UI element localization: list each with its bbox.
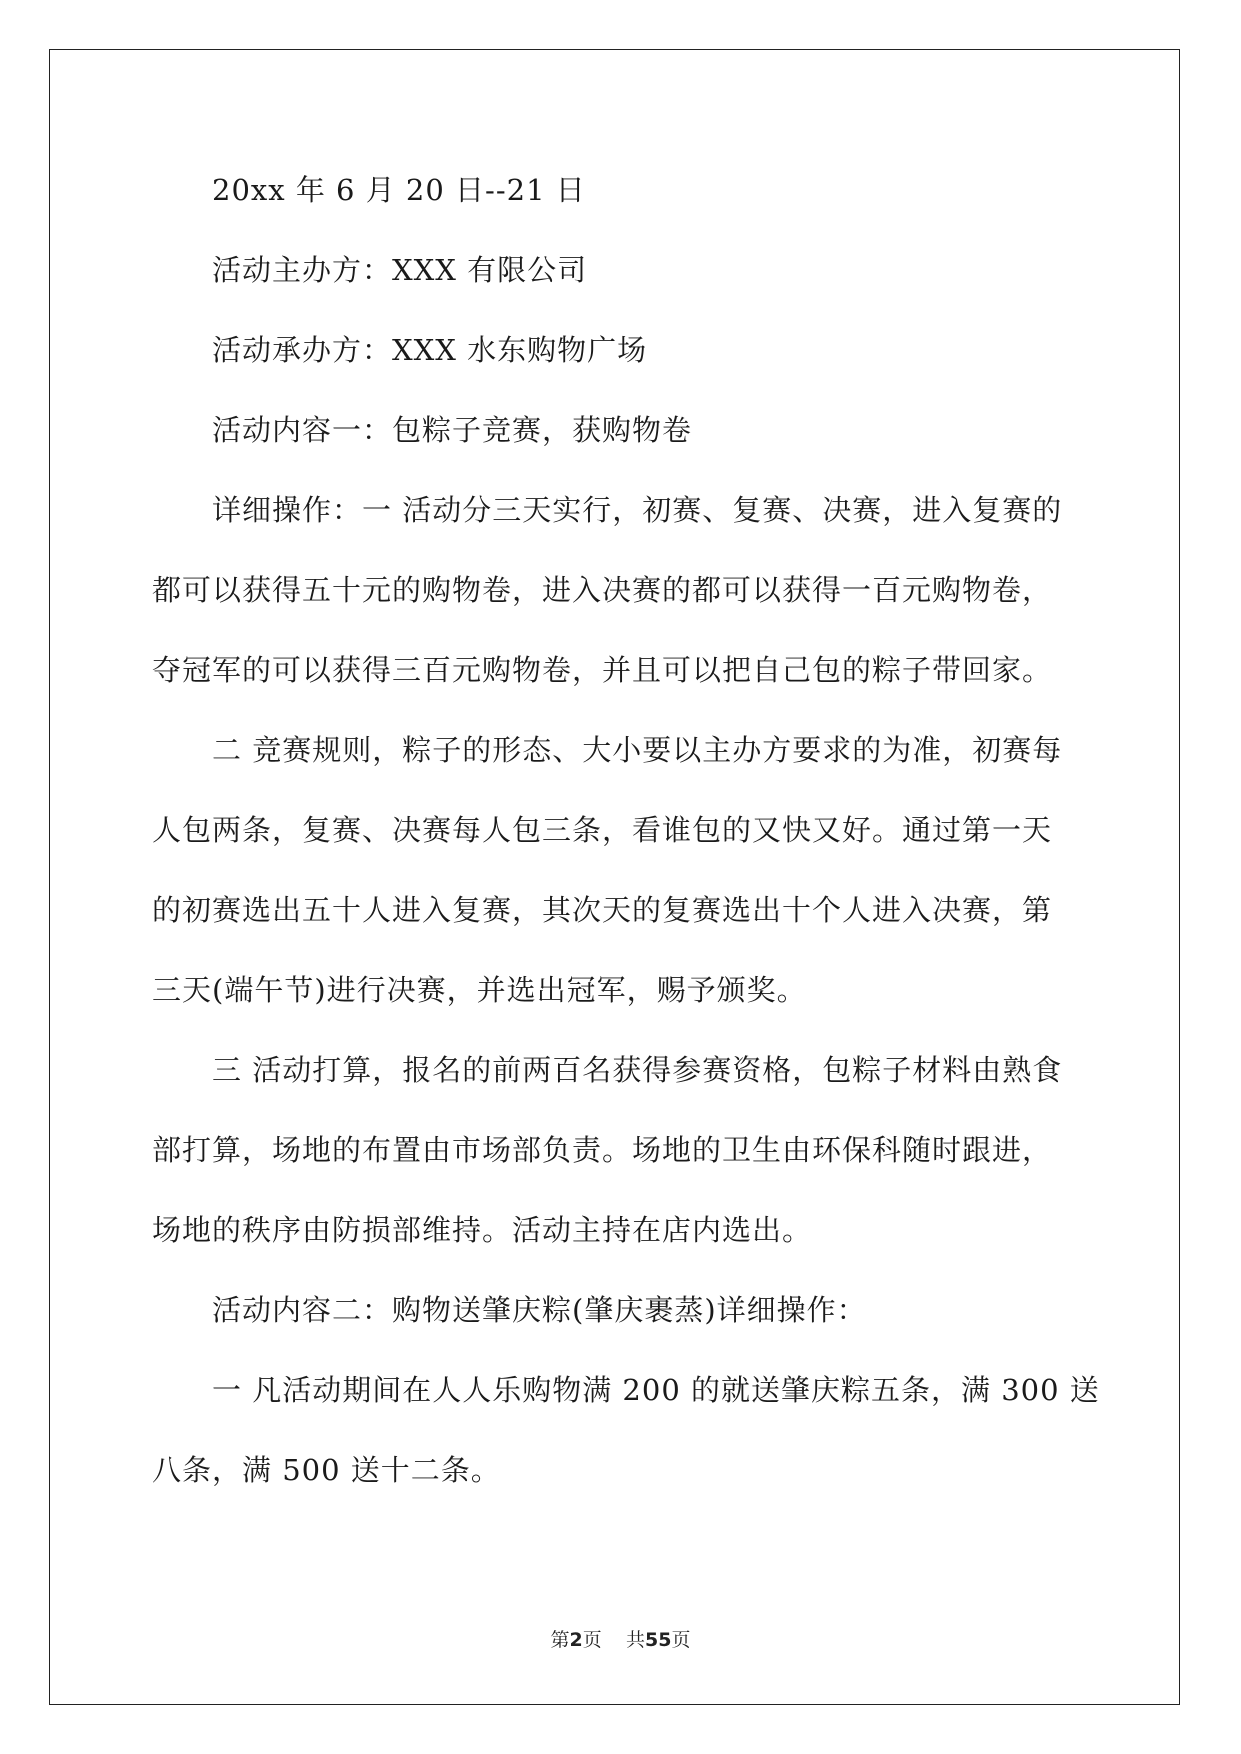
paragraph-line: 场地的秩序由防损部维持。活动主持在店内选出。 — [152, 1213, 813, 1247]
page-footer — [0, 1625, 1241, 1652]
organizer-line: 活动主办方：XXX 有限公司 — [212, 253, 588, 287]
co-organizer-line: 活动承办方：XXX 水东购物广场 — [212, 333, 648, 367]
paragraph-line: 八条，满 500 送十二条。 — [152, 1453, 501, 1487]
page-number: 2 — [569, 1629, 583, 1651]
total-prefix: 共 — [625, 1629, 645, 1651]
paragraph-line: 一 凡活动期间在人人乐购物满 200 的就送肇庆粽五条，满 300 送 — [212, 1373, 1100, 1407]
paragraph-line: 三 活动打算，报名的前两百名获得参赛资格，包粽子材料由熟食 — [212, 1053, 1063, 1087]
paragraph-line: 部打算，场地的布置由市场部负责。场地的卫生由环保科随时跟进， — [152, 1133, 1053, 1167]
paragraph-line: 的初赛选出五十人进入复赛，其次天的复赛选出十个人进入决赛，第 — [152, 893, 1053, 927]
activity-two-title: 活动内容二：购物送肇庆粽(肇庆裹蒸)详细操作： — [212, 1293, 867, 1327]
paragraph-line: 夺冠军的可以获得三百元购物卷，并且可以把自己包的粽子带回家。 — [152, 653, 1053, 687]
paragraph-line: 二 竞赛规则，粽子的形态、大小要以主办方要求的为准，初赛每 — [212, 733, 1063, 767]
date-line: 20xx 年 6 月 20 日--21 日 — [212, 173, 586, 207]
document-body — [152, 150, 1100, 1510]
total-suffix: 页 — [671, 1629, 691, 1651]
activity-one-title: 活动内容一：包粽子竞赛，获购物卷 — [212, 413, 693, 447]
paragraph-line: 人包两条，复赛、决赛每人包三条，看谁包的又快又好。通过第一天 — [152, 813, 1053, 847]
paragraph-line: 都可以获得五十元的购物卷，进入决赛的都可以获得一百元购物卷， — [152, 573, 1053, 607]
paragraph-line: 三天(端午节)进行决赛，并选出冠军，赐予颁奖。 — [152, 973, 807, 1007]
total-pages: 55 — [644, 1629, 672, 1651]
paragraph-line: 详细操作：一 活动分三天实行，初赛、复赛、决赛，进入复赛的 — [212, 493, 1063, 527]
page-suffix: 页 — [582, 1629, 602, 1651]
page-prefix: 第 — [550, 1629, 570, 1651]
